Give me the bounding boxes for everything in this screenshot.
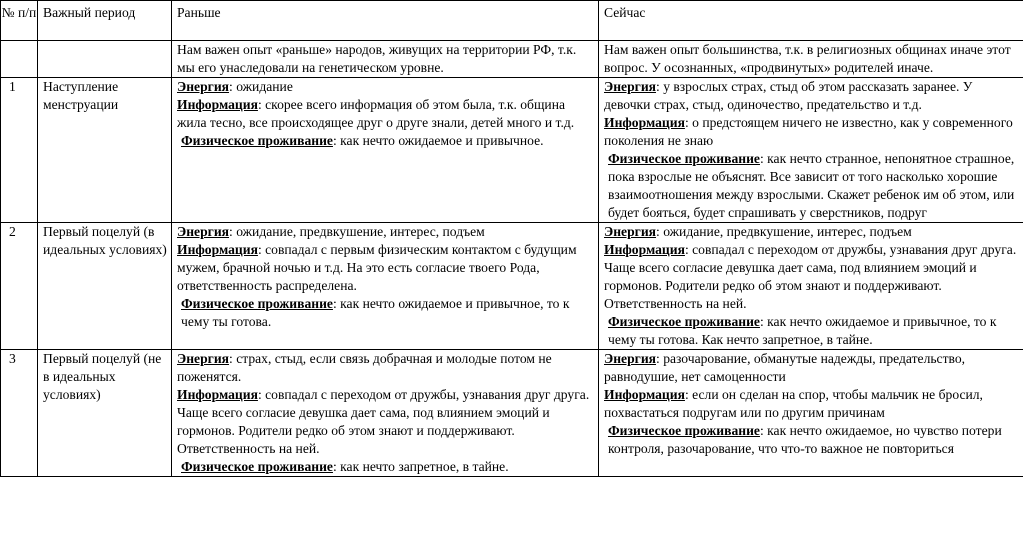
entry-text: : ожидание, предвкушение, интерес, подъем <box>656 224 912 239</box>
entry-text: : о предстоящем ничего не известно, как у современного поколения не знаю <box>604 115 1013 148</box>
row-number: 1 <box>1 78 38 223</box>
row-before <box>172 350 599 477</box>
entry-label: Информация <box>604 387 685 402</box>
intro-num <box>1 41 38 78</box>
entry-label: Физическое проживание <box>608 151 760 166</box>
intro-now: Нам важен опыт большинства, т.к. в религиозных общинах иначе этот вопрос. У осознанных, «продвинутых» родителей иначе. <box>599 41 1023 78</box>
header-period: Важный период <box>38 1 172 41</box>
table-row <box>1 78 1023 223</box>
entry-label: Информация <box>604 115 685 130</box>
row-period: Наступление менструации <box>38 78 172 223</box>
header-num: № п/п <box>1 1 38 41</box>
entry-text: : как нечто ожидаемое и привычное. <box>332 133 544 148</box>
row-now <box>599 350 1023 477</box>
row-now <box>599 78 1023 223</box>
entry-label: Энергия <box>604 79 657 94</box>
table-row <box>1 350 1023 477</box>
entry-label: Энергия <box>177 351 230 366</box>
entry-text: : ожидание <box>229 79 293 94</box>
entry-информация <box>177 96 595 132</box>
row-period: Первый поцелуй (не в идеальных условиях) <box>38 350 172 477</box>
entry-label: Информация <box>177 387 258 402</box>
entry-информация <box>604 114 1020 150</box>
entry-text: : ожидание, предвкушение, интерес, подъем <box>229 224 485 239</box>
entry-text: : если он сделан на спор, чтобы мальчик не бросил, похвастаться подругам или по другим причинам <box>604 387 983 420</box>
intro-row <box>1 41 1023 78</box>
entry-энергия <box>177 78 595 96</box>
intro-period <box>38 41 172 78</box>
entry-label: Энергия <box>177 224 230 239</box>
row-number: 2 <box>1 223 38 350</box>
entry-энергия <box>604 350 1020 386</box>
entry-text: : совпадал с переходом от дружбы, узнавания друг друга. Чаще всего согласие девушка дает сама, под влиянием эмоций и гормонов. Родители редко об этом знают и поддерживают. Ответственность на ней. <box>604 242 1017 311</box>
entry-физическое <box>604 150 1020 222</box>
entry-text: : как нечто ожидаемое и привычное, то к чему ты готова. <box>181 296 570 329</box>
table-body <box>1 78 1023 477</box>
entry-label: Энергия <box>177 79 230 94</box>
row-period: Первый поцелуй (в идеальных условиях) <box>38 223 172 350</box>
entry-информация <box>604 241 1020 313</box>
entry-text: : как нечто ожидаемое, но чувство потери контроля, разочарование, что что-то важное не повториться <box>608 423 1002 456</box>
entry-информация <box>604 386 1020 422</box>
entry-энергия <box>177 350 595 386</box>
header-before: Раньше <box>172 1 599 41</box>
entry-text: : совпадал с первым физическим контактом с будущим мужем, брачной ночью и т.д. На это есть согласие твоего Рода, ответственность распределена. <box>177 242 577 293</box>
entry-физическое <box>177 132 595 150</box>
entry-энергия <box>177 223 595 241</box>
entry-label: Физическое проживание <box>181 133 333 148</box>
entry-label: Информация <box>604 242 685 257</box>
row-before <box>172 223 599 350</box>
entry-label: Физическое проживание <box>181 296 333 311</box>
entry-label: Информация <box>177 242 258 257</box>
entry-энергия <box>604 78 1020 114</box>
entry-label: Физическое проживание <box>608 314 760 329</box>
row-before <box>172 78 599 223</box>
table-row <box>1 223 1023 350</box>
entry-информация <box>177 386 595 458</box>
entry-физическое <box>177 295 595 331</box>
entry-энергия <box>604 223 1020 241</box>
entry-text: : как нечто ожидаемое и привычное, то к чему ты готова. Как нечто запретное, в тайне. <box>608 314 997 347</box>
entry-label: Энергия <box>604 351 657 366</box>
header-row <box>1 1 1023 41</box>
entry-информация <box>177 241 595 295</box>
intro-before: Нам важен опыт «раньше» народов, живущих на территории РФ, т.к. мы его унаследовали на генетическом уровне. <box>172 41 599 78</box>
entry-физическое <box>177 458 595 476</box>
entry-text: : совпадал с переходом от дружбы, узнавания друг друга. Чаще всего согласие девушка дает сама, под влиянием эмоций и гормонов. Родители редко об этом знают и поддерживают. Ответственность на ней. <box>177 387 590 456</box>
row-now <box>599 223 1023 350</box>
entry-text: : скорее всего информация об этом была, т.к. община жила тесно, все происходящее друг о друге знали, детей много и т.д. <box>177 97 575 130</box>
entry-label: Информация <box>177 97 258 112</box>
entry-text: : страх, стыд, если связь добрачная и молодые потом не поженятся. <box>177 351 552 384</box>
entry-text: : как нечто запретное, в тайне. <box>332 459 509 474</box>
entry-text: : разочарование, обманутые надежды, предательство, равнодушие, нет самоценности <box>604 351 966 384</box>
entry-label: Физическое проживание <box>608 423 760 438</box>
row-number: 3 <box>1 350 38 477</box>
entry-label: Энергия <box>604 224 657 239</box>
entry-физическое <box>604 422 1020 458</box>
entry-text: : у взрослых страх, стыд об этом рассказать заранее. У девочки страх, стыд, одиночество, предательство и т.д. <box>604 79 973 112</box>
header-now: Сейчас <box>599 1 1023 41</box>
entry-text: : как нечто странное, непонятное страшное, пока взрослые не объяснят. Все зависит от того насколько хорошие взаимоотношения между взрослыми. Скажет ребенок им об этом, или будет бояться, будет спрашивать у сверстников, подруг <box>608 151 1015 220</box>
entry-физическое <box>604 313 1020 349</box>
entry-label: Физическое проживание <box>181 459 333 474</box>
